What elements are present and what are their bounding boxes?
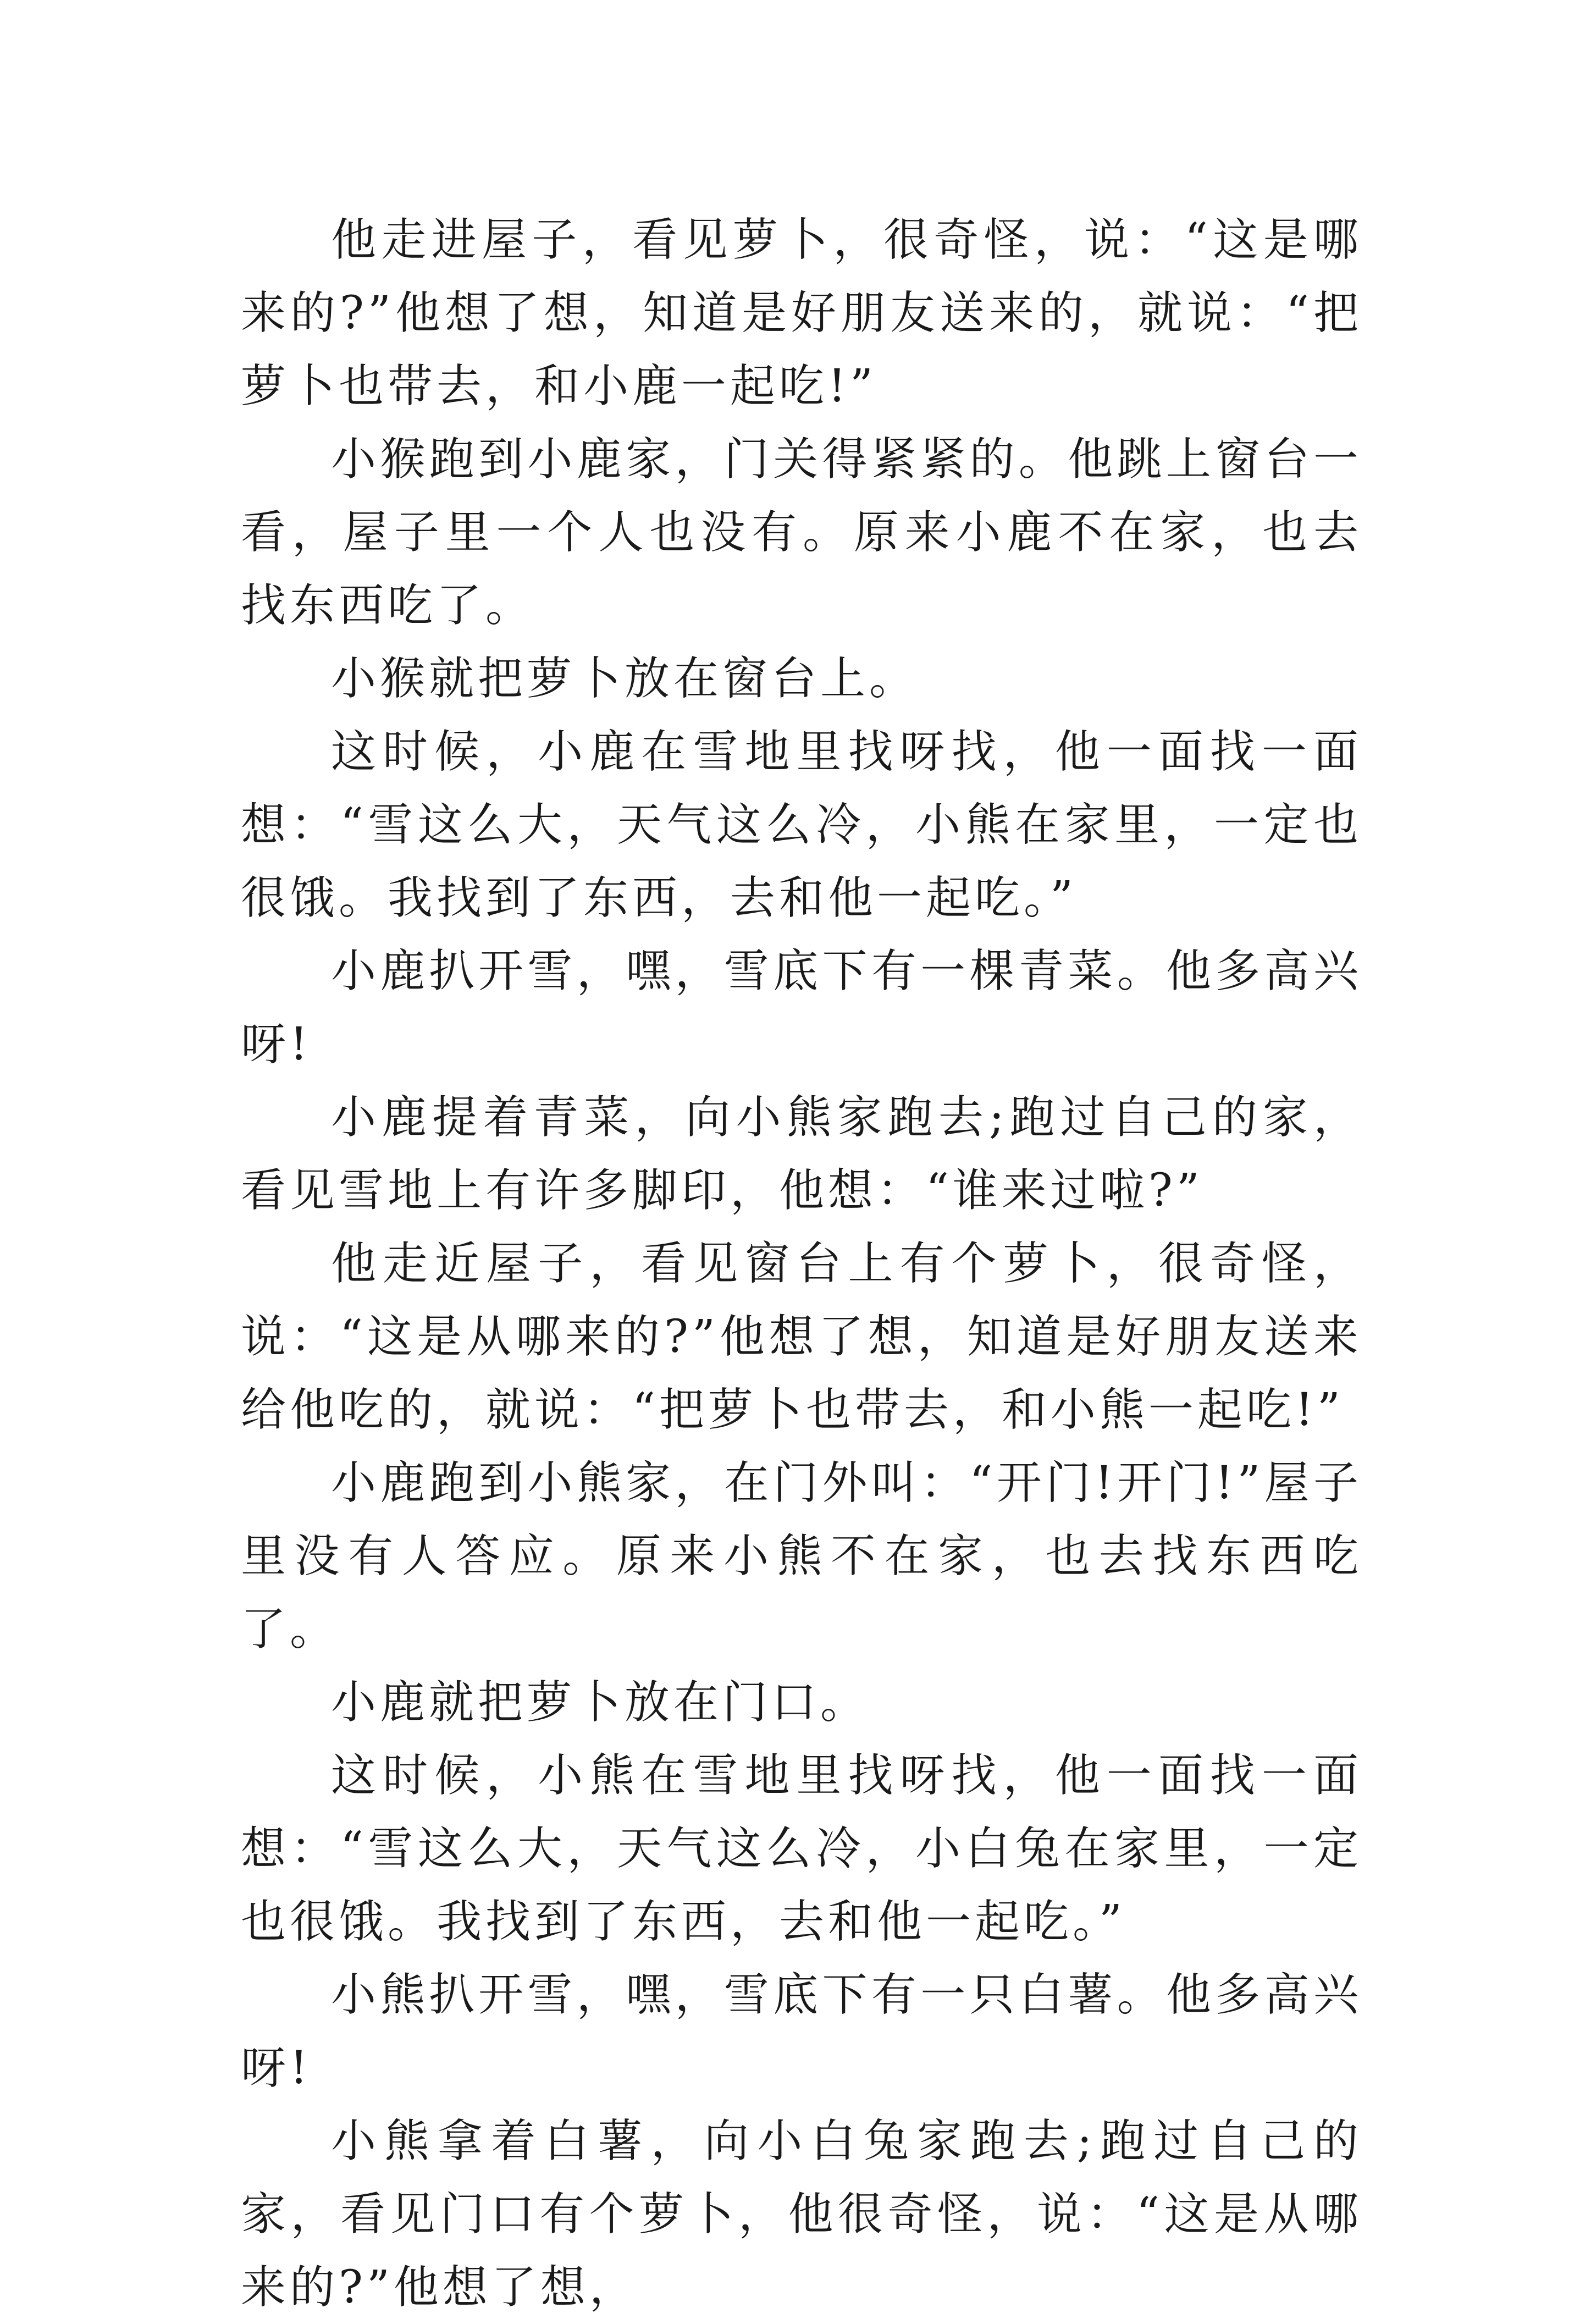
paragraph-9: 小鹿就把萝卜放在门口。 xyxy=(331,1676,870,1729)
paragraph-7: 他走近屋子，看见窗台上有个萝卜，很奇怪，说：“这是从哪来的?”他想了想，知道是好朋友送来给他吃的，就说：“把萝卜也带去，和小熊一起吃!” xyxy=(241,1238,1362,1436)
paragraph-2: 小猴跑到小鹿家，门关得紧紧的。他跳上窗台一看，屋子里一个人也没有。原来小鹿不在家，也去找东西吃了。 xyxy=(241,433,1362,632)
paragraph-8: 小鹿跑到小熊家，在门外叫：“开门!开门!”屋子里没有人答应。原来小熊不在家，也去找东西吃了。 xyxy=(241,1457,1362,1655)
document-body xyxy=(241,203,1362,2324)
paragraph-5: 小鹿扒开雪，嘿，雪底下有一棵青菜。他多高兴呀! xyxy=(241,945,1362,1070)
paragraph-10: 这时候，小熊在雪地里找呀找，他一面找一面想：“雪这么大，天气这么冷，小白兔在家里，一定也很饿。我找到了东西，去和他一起吃。” xyxy=(241,1749,1362,1948)
paragraph-4: 这时候，小鹿在雪地里找呀找，他一面找一面想：“雪这么大，天气这么冷，小熊在家里，一定也很饿。我找到了东西，去和他一起吃。” xyxy=(241,726,1362,924)
paragraph-6: 小鹿提着青菜，向小熊家跑去;跑过自己的家，看见雪地上有许多脚印，他想：“谁来过啦?” xyxy=(241,1091,1362,1217)
paragraph-3: 小猴就把萝卜放在窗台上。 xyxy=(331,653,919,705)
paragraph-1: 他走进屋子，看见萝卜，很奇怪，说：“这是哪来的?”他想了想，知道是好朋友送来的，就说：“把萝卜也带去，和小鹿一起吃!” xyxy=(241,214,1362,412)
paragraph-12: 小熊拿着白薯，向小白兔家跑去;跑过自己的家，看见门口有个萝卜，他很奇怪，说：“这是从哪来的?”他想了想， xyxy=(241,2115,1362,2314)
paragraph-11: 小熊扒开雪，嘿，雪底下有一只白薯。他多高兴呀! xyxy=(241,1969,1362,2094)
